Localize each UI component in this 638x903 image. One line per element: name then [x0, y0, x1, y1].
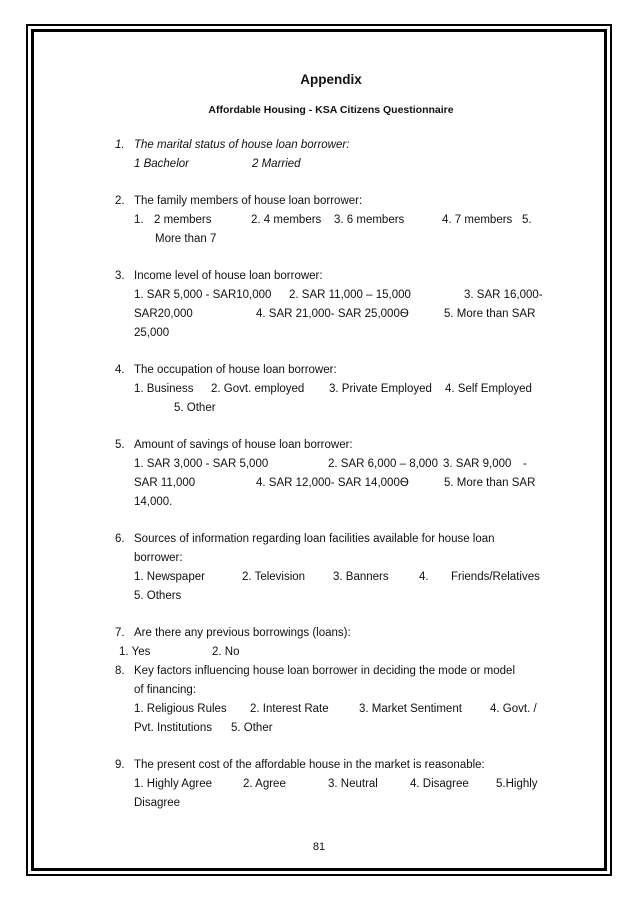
question-options: [134, 474, 545, 493]
question-text-continued: borrower:: [134, 552, 183, 564]
option: 3. Neutral: [328, 778, 378, 790]
question-number: 5.: [115, 439, 125, 451]
option: 3. Banners: [333, 571, 389, 583]
question-options: [134, 380, 545, 399]
question-4: [115, 361, 545, 418]
page-subtitle: Affordable Housing - KSA Citizens Questionnaire: [208, 104, 454, 116]
question-text: The occupation of house loan borrower:: [134, 364, 337, 376]
option: 3. SAR 16,000-: [464, 289, 543, 301]
option: 1. Yes: [119, 646, 151, 658]
question-text: The family members of house loan borrower:: [134, 195, 363, 207]
question-9: [115, 756, 545, 813]
option: 3. SAR 9,000: [443, 458, 512, 470]
option: 5. Other: [174, 402, 216, 414]
question-number: 1.: [115, 139, 125, 151]
option: 1. SAR 5,000 - SAR10,000: [134, 289, 272, 301]
option: 4. SAR 21,000- SAR 25,000Ѳ: [256, 308, 409, 320]
question-options: [119, 643, 545, 662]
option: 2. Television: [242, 571, 306, 583]
option: 4. SAR 12,000- SAR 14,000Ѳ: [256, 477, 409, 489]
question-text: Income level of house loan borrower:: [134, 270, 323, 282]
question-text-continued: of financing:: [134, 684, 197, 696]
option: 4. 7 members: [442, 214, 513, 226]
option: Disagree: [134, 797, 181, 809]
question-text: Key factors influencing house loan borrower in deciding the mode or model: [134, 665, 515, 677]
question-number: 3.: [115, 270, 125, 282]
option: 4.: [419, 571, 429, 583]
option: SAR 11,000: [134, 477, 196, 489]
option: 25,000: [134, 327, 170, 339]
question-options: [134, 775, 545, 794]
page-number: 81: [312, 841, 326, 853]
option: SAR20,000: [134, 308, 193, 320]
option: 1. SAR 3,000 - SAR 5,000: [134, 458, 269, 470]
question-text: The present cost of the affordable house in the market is reasonable:: [134, 759, 485, 771]
option: 2 members: [154, 214, 212, 226]
option: 2. Interest Rate: [250, 703, 329, 715]
page-title: Appendix: [300, 72, 362, 87]
option: 5. More than SAR: [444, 477, 536, 489]
question-text: Sources of information regarding loan facilities available for house loan: [134, 533, 495, 545]
question-1: [115, 136, 545, 174]
question-options: [134, 286, 545, 305]
option: 2. SAR 6,000 – 8,000: [328, 458, 438, 470]
option: 5. Others: [134, 590, 182, 602]
option: 1. Religious Rules: [134, 703, 227, 715]
question-options: [134, 455, 545, 474]
question-options: [134, 568, 545, 587]
option: -: [523, 458, 527, 470]
question-number: 6.: [115, 533, 125, 545]
question-number: 8.: [115, 665, 125, 677]
option: 5.: [522, 214, 532, 226]
question-6: [115, 530, 545, 606]
option: Pvt. Institutions: [134, 722, 212, 734]
option: 2 Married: [252, 158, 301, 170]
option: 2. Govt. employed: [211, 383, 305, 395]
option: 3. 6 members: [334, 214, 405, 226]
question-number: 4.: [115, 364, 125, 376]
question-number: 7.: [115, 627, 125, 639]
question-options: [134, 719, 545, 738]
option: 3. Private Employed: [329, 383, 432, 395]
question-options: [134, 155, 545, 174]
question-2: [115, 192, 545, 249]
option: 1. Business: [134, 383, 194, 395]
question-options: [134, 305, 545, 324]
question-5: [115, 436, 545, 512]
option: 4. Self Employed: [445, 383, 532, 395]
question-text: Are there any previous borrowings (loans):: [134, 627, 351, 639]
option: Friends/Relatives: [451, 571, 540, 583]
option: 5. Other: [231, 722, 273, 734]
question-options: [134, 700, 545, 719]
question-7: [115, 624, 545, 662]
option: 2. SAR 11,000 – 15,000: [289, 289, 411, 301]
question-text: Amount of savings of house loan borrower:: [134, 439, 353, 451]
question-3: [115, 267, 545, 343]
option: 2. No: [212, 646, 240, 658]
option: 1. Newspaper: [134, 571, 205, 583]
option: 4. Disagree: [410, 778, 469, 790]
question-text: The marital status of house loan borrower:: [134, 139, 350, 151]
option: 1.: [134, 214, 144, 226]
document-page: [115, 70, 545, 831]
question-number: 9.: [115, 759, 125, 771]
option: 3. Market Sentiment: [359, 703, 462, 715]
option: 14,000.: [134, 496, 173, 508]
option: 4. Govt. /: [490, 703, 537, 715]
option: 1. Highly Agree: [134, 778, 212, 790]
question-number: 2.: [115, 195, 125, 207]
option: More than 7: [155, 233, 217, 245]
option: 5.Highly: [496, 778, 538, 790]
option: 2. 4 members: [251, 214, 322, 226]
option: 5. More than SAR: [444, 308, 536, 320]
option: 1 Bachelor: [134, 158, 189, 170]
option: 2. Agree: [243, 778, 286, 790]
question-8: [115, 662, 545, 738]
question-options: [134, 211, 545, 230]
